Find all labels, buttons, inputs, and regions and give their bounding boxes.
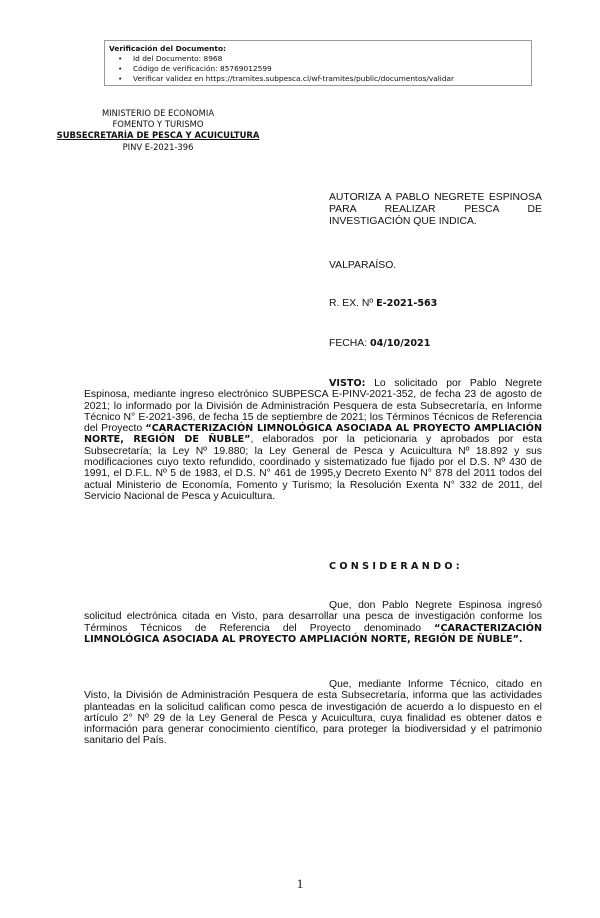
visto-text-2: , elaborados por la peticionaria y aprobados por esta Subsecretaría; la Ley Nº 19.880; la Ley General de Pesca y Acuicultura Nº 18.892 y sus modificaciones cuyo texto refundido, coordinado y sistematizado fue fijado por el D.S. Nº 430 de 1991, el D.F.L. Nº 5 de 1983, el D.S. N° 461 de 1995,y Decreto Exento N° 878 del 2011 todos del actual Ministerio de Economía, Fomento y Turismo; la Resolución Exenta N° 332 de 2011, del Servicio Nacional de Pesca y Acuicultura.	[84, 434, 542, 502]
ministry-name-2: FOMENTO Y TURISMO	[112, 119, 204, 130]
resolution-number	[329, 298, 542, 309]
reference-code: PINV E-2021-396	[122, 141, 194, 152]
resolution-value: E-2021-563	[376, 298, 438, 309]
resolution-subject: AUTORIZA A PABLO NEGRETE ESPINOSA PARA REALIZAR PESCA DE INVESTIGACIÓN QUE INDICA.	[329, 192, 542, 227]
page-number: 1	[296, 876, 304, 891]
considerando-paragraph-2	[84, 679, 542, 747]
considerando-1-project: “CARACTERIZACIÓN LIMNOLÓGICA ASOCIADA AL PROYECTO AMPLIACIÓN NORTE, REGIÓN DE ÑUBLE”.	[84, 622, 542, 645]
ministry-header	[30, 108, 286, 153]
ministry-name: MINISTERIO DE ECONOMIA	[101, 108, 215, 118]
verification-title: Verificación del Documento:	[109, 44, 226, 53]
verification-box	[104, 40, 532, 86]
considerando-2-text: Que, mediante Informe Técnico, citado en Visto, la División de Administración Pesquera de esta Subsecretaría, informa que las actividades planteadas en la solicitud califican como pesca de investigación de acuerdo a lo dispuesto en el artículo 2° Nº 29 de la Ley General de Pesca y Acuicultura, cuya finalidad es obtener datos e información para generar conocimiento científico, para proteger la biodiversidad y el patrimonio sanitario del País.	[84, 679, 542, 747]
visto-label: VISTO:	[329, 378, 366, 389]
verification-code: • Código de verificación: 85769012599	[109, 64, 531, 74]
visto-text-1: Lo solicitado por Pablo Negrete Espinosa, mediante ingreso electrónico SUBPESCA E-PINV-2021-352, de fecha 23 de agosto de 2021; lo informado por la División de Administración Pesquera de esta Subsecretaría, en Informe Técnico N° E-2021-396, de fecha 15 de septiembre de 2021; los Términos Técnicos de Referencia del Proyecto	[84, 378, 542, 435]
resolution-label: R. EX. Nº	[329, 298, 377, 309]
date-label: FECHA:	[329, 338, 370, 349]
verification-list	[109, 54, 531, 84]
verification-url[interactable]: • Verificar validez en https://tramites.subpesca.cl/wf-tramites/public/documentos/validar	[109, 74, 531, 84]
subsecretaria-name: SUBSECRETARÍA DE PESCA Y ACUICULTURA	[56, 130, 260, 141]
verification-id: • Id del Documento: 8968	[109, 54, 531, 64]
considerando-paragraph-1	[84, 600, 542, 645]
date-value: 04/10/2021	[370, 338, 431, 349]
visto-project: “CARACTERIZACIÓN LIMNOLÓGICA ASOCIADA AL PROYECTO AMPLIACIÓN NORTE, REGIÓN DE ÑUBLE”	[84, 423, 542, 446]
resolution-date	[329, 338, 542, 349]
place: VALPARAÍSO.	[329, 260, 397, 271]
considerando-title: CONSIDERANDO:	[329, 561, 463, 572]
considerando-1-text: Que, don Pablo Negrete Espinosa ingresó solicitud electrónica citada en Visto, para desarrollar una pesca de investigación conforme los Términos Técnicos de Referencia del Proyecto denominado	[84, 600, 542, 634]
visto-paragraph	[84, 378, 542, 502]
